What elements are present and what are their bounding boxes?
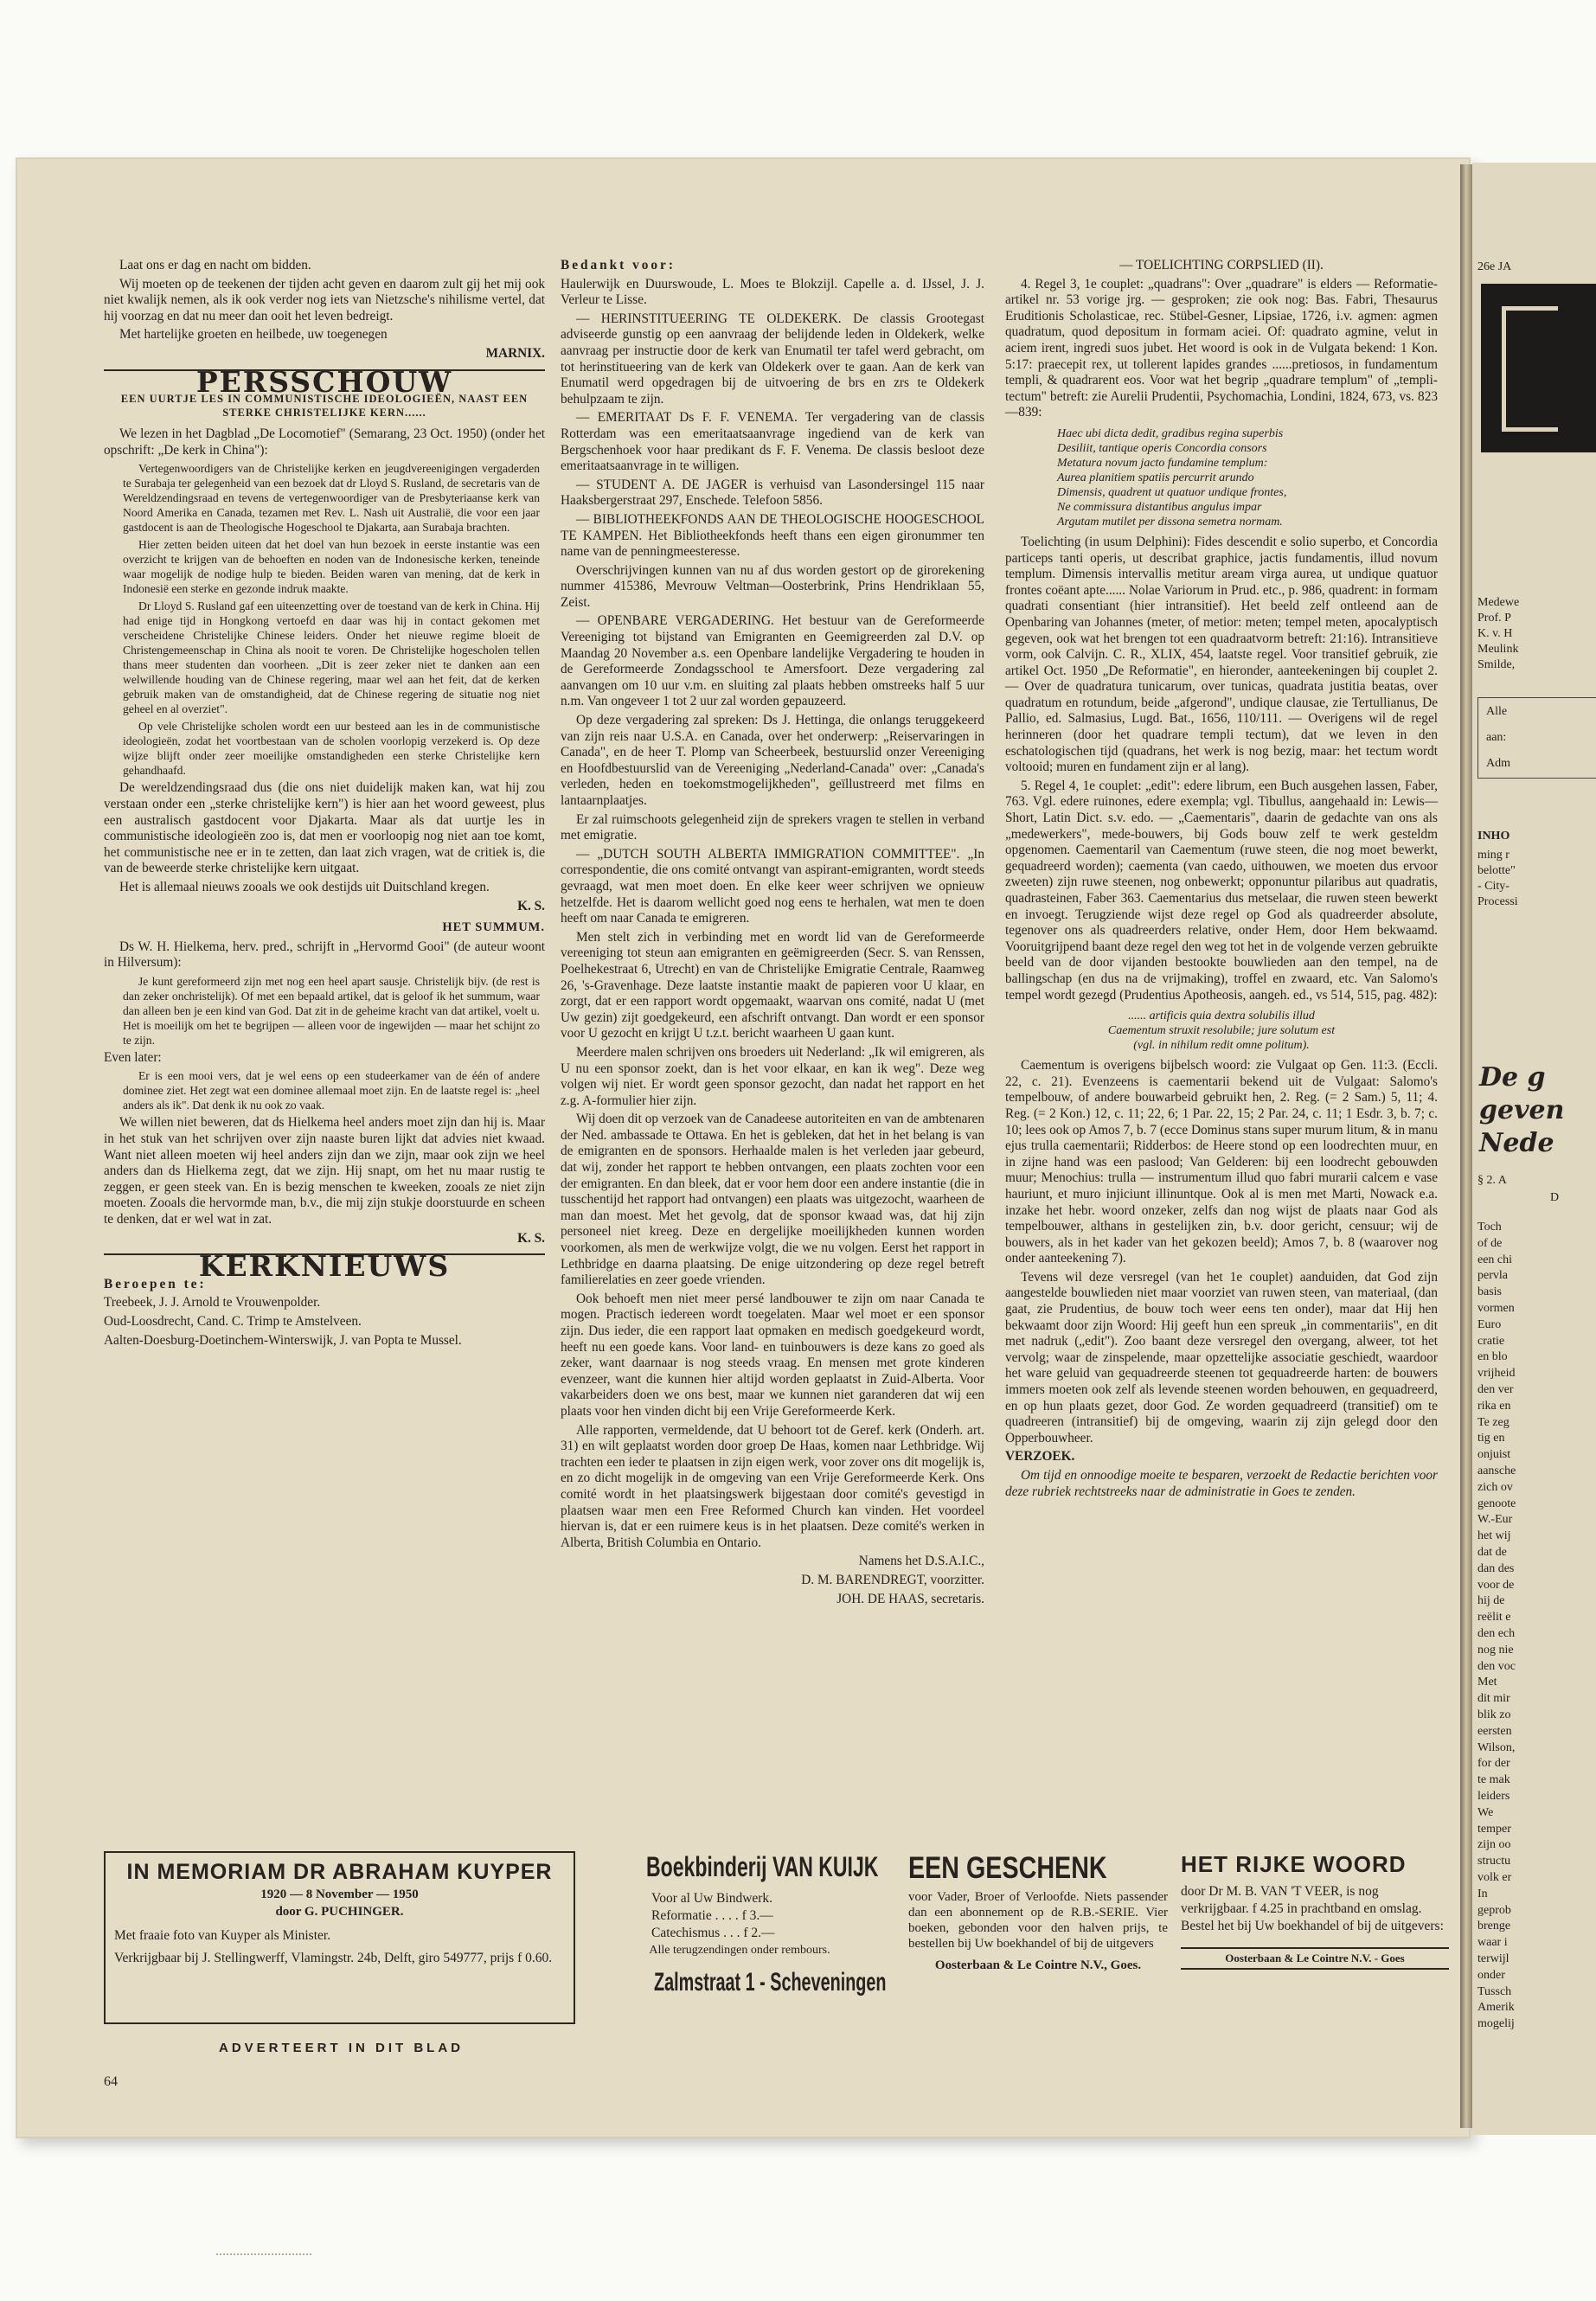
paragraph: Toelichting (in usum Delphini): Fides descendit e solio superbo, et Concordia particeps tanti operis, ut describat graphice, jactis fundamentis, illud novum templum. Dimensis intervallis metitur aream virga aurea, ut undique quatuor frontes coëant apte...... Nolae Variorum in Prud. etc., p. 986, quadrent: in formam quadrati consentiant (hier intransitief). Het beeld zelf ontleend aan de Openbaring van Johannes (meter, of metior: meten; tempel meten, apocalyptisch gegeven, ook wat het brengen tot een quadraatvorm betreft: 21:16). Intransitieve vorm, ook Calvijn. C. R., XLIX, 454, laatste regel. Voor transitief gebruik, zie artikel Oct. 1950 „De Reformatie", en hieronder, aanteekeningen bij couplet 2. — Over de quadratura tunicarum, over tunicas, quadrata justitia beatas, over quadratum en rotundum, beide „afgerond", undique clausae, zie Tertullianus, De Pallio, ed. Salmasius, Lugd. Bat., 1656, 110/111. — Overigens wil de regel herinneren (door het quadrare templi tectum), dat we leven in den eschatologischen tijd (quadrans, het werk is nog bezig, maar: het tectum wordt voltooid; muren en fundament zijn er al lang). [1005,534,1438,775]
adjacent-text: Wilson, [1477,1740,1516,1754]
quote-paragraph: Op vele Christelijke scholen wordt een uur besteed aan les in de communistische ideologieën, zodat het voortbestaan van de scholen voorlopig verzekerd is. Op deze wijze blijft onder zeer moeilijke omstandigheden een sterke Christelijke kern gehandhaafd. [123,720,540,778]
masthead-logo [1481,284,1596,452]
adjacent-text: te mak [1477,1773,1510,1787]
news-item: — EMERITAAT Ds F. F. VENEMA. Ter vergadering van de classis Rotterdam was een emeritaatsaanvrage ingediend van de kerk van Bergschenhoek voor haar predikant ds F. F. Venema. De classis besloot deze emeritaatsaanvrage in te willigen. [561,410,984,474]
adjacent-text: Adm [1486,757,1510,770]
paragraph: Ds W. H. Hielkema, herv. pred., schrijft in „Hervormd Gooi" (de auteur woont in Hilversum): [104,939,545,971]
adjacent-text: den ver [1477,1383,1514,1396]
signature: K. S. [517,898,545,913]
adjacent-script-title: geven [1479,1095,1565,1125]
adjacent-text: Medewe [1477,596,1520,609]
verse-line: ...... artificis quia dextra solubilis illud [1128,1009,1315,1023]
adjacent-text: for der [1477,1757,1510,1771]
adjacent-text: structu [1477,1855,1511,1868]
adjacent-text: Te zeg [1477,1415,1509,1429]
adjacent-text: Alle [1486,705,1508,718]
beroepen-item: Oud-Loosdrecht, Cand. C. Trimp te Amstelveen. [104,1314,362,1329]
intro-signature: MARNIX. [485,345,545,361]
news-item: — OPENBARE VERGADERING. Het bestuur van de Gereformeerde Vereeniging tot bijstand van Emigranten en Geemigreerden zal D.V. op Maandag 20 November a.s. een Openbare landelijke Vergadering te houden in de Gereformeerde Zondagsschool te Amersfoort. Deze vergadering zal aanvangen om 10 uur v.m. en sluiting zal plaats hebben omstreeks half 5 uur n.m. Van ongeveer 1 tot 2 uur zal worden gepauzeerd. [561,613,984,709]
adjacent-text: leiders [1477,1790,1510,1803]
adjacent-text: aan: [1486,731,1507,744]
quote-paragraph: Dr Lloyd S. Rusland gaf een uiteenzetting over de toestand van de kerk in China. Hij had enige tijd in Hongkong vertoefd en daar was hij in contact gekomen met verscheidene Christelijke Chinese leiders. Onder het nieuwe regime bloeit de Christengemeenschap in China als nooit te voren. De Christelijke hogescholen tellen thans meer studenten dan voorheen. „Dit is zeer zeker niet te danken aan een welwillende houding van de Chinese regering, maar wel aan het feit, dat de kerken gebruik maken van de omstandigheid, dat de Chinese regering de situatie nog niet geheel en al overziet". [123,599,540,716]
adjacent-text: nog nie [1477,1643,1514,1657]
adjacent-text: W.-Eur [1477,1513,1513,1527]
adjacent-text: tig en [1477,1432,1505,1445]
paragraph: Even later: [104,1049,162,1065]
news-item: Alle rapporten, vermeldende, dat U behoort tot de Geref. kerk (Onderh. art. 31) en wilt geplaatst worden door groep De Haas, komen naar Lethbridge. Wij trachten een ieder te plaatsen in zijn eigen werk, voor zover ons dit mogelijk is, en zo dicht mogelijk in de omgeving van een Vrije Gereformeerde Kerk. Ons comité wordt in het plaatsingswerk bijgestaan door comité's gevestigd in plaatsen waar men een Free Reformed Church kan vinden. Het voordeel hiervan is, dat er een ruimere keus is in het plaatsen. Deze comité's werken in Alberta, British Columbia en Ontario. [561,1422,984,1550]
news-item: — STUDENT A. DE JAGER is verhuisd van Lasondersingel 115 naar Haaksbergerstraat 297, Enschede. Telefoon 5856. [561,477,984,509]
column-1 [104,258,545,1351]
adjacent-text: Processi [1477,895,1518,908]
adjacent-text: eersten [1477,1724,1512,1738]
news-item: Overschrijvingen kunnen van nu af dus worden gestort op de girorekening nummer 415386, Mevrouw Veltman—Oosterbrink, Prins Hendriklaan 55, Zeist. [561,562,984,610]
bedankt-text: Haulerwijk en Duurswoude, L. Moes te Blokzijl. Capelle a. d. IJssel, J. J. Verleur te Lisse. [561,276,984,308]
page-gutter [1460,164,1472,2128]
latin-verse [1005,426,1438,529]
verse-line: Dimensis, quadrent ut quatuor undique frontes, [1057,485,1287,499]
adverteert-banner: ADVERTEERT IN DIT BLAD [219,2041,464,2055]
ad-title: Boekbinderij VAN KUIJK [646,1851,879,1882]
adjacent-text: - City- [1477,880,1509,893]
adjacent-text: Prof. P [1477,612,1511,625]
verse-line: (vgl. in nihilum redit omne politum). [1133,1039,1310,1053]
subheading-het-summum: HET SUMMUM. [442,920,545,935]
news-item: — „DUTCH SOUTH ALBERTA IMMIGRATION COMMITTEE". „In correspondentie, die ons comité ontvangt van aspirant-emigranten, wordt steeds gevraagd, wat men moet doen. En elke keer weer schrijven we opnieuw hetzelfde. Het is daarom wellicht goed nog eens te herhalen, wat men te doen heeft om naar Canada te emigreren. [561,846,984,926]
adjacent-text: het wij [1477,1529,1511,1543]
verse-line: Desiliit, tantique operis Concordia consors [1057,441,1267,455]
news-item: — BIBLIOTHEEKFONDS AAN DE THEOLOGISCHE HOOGESCHOOL TE KAMPEN. Het Bibliotheekfonds heeft thans een eigen gironummer ten name van de penningmeesteresse. [561,511,984,560]
adjacent-text: den voc [1477,1659,1516,1673]
adjacent-text: INHO [1477,830,1510,843]
news-item: Men stelt zich in verbinding met en wordt lid van de Gereformeerde vereeniging tot steun aan emigranten en geëmigreerden (Secr. S. van Renssen, Poelhekestraat 6, Utrecht) en van de Christelijke Emigratie Centrale, Raamweg 26, 's-Gravenhage. Deze laatste instantie maakt de papieren voor U klaar, en zorgt, dat er een rapport wordt opgemaakt, waarvan ons comité, nadat U (met Uw gezin) zijt goedgekeurd, een afschrift ontvangt. Dan wordt er een sponsor voor U gezocht en krijgt U t.z.t. bericht waarheen U gaan kunt. [561,929,984,1042]
adjacent-text: D [1550,1191,1560,1204]
verzoek-text: Om tijd en onnoodige moeite te besparen, verzoekt de Redactie berichten voor deze rubriek rechtstreeks naar de administratie in Goes te zenden. [1005,1468,1438,1499]
ad-title: HET RIJKE WOORD [1181,1851,1407,1877]
paragraph: We lezen in het Dagblad „De Locomotief" (Semarang, 23 Oct. 1950) (onder het opschrift: „De kerk in China"): [104,426,545,458]
ad-price-line: Reformatie . . . . f 3.— [651,1908,773,1923]
verse-line: Argutam mutilet per dissona semetra normam. [1057,515,1283,529]
quote-paragraph: Je kunt gereformeerd zijn met nog een heel apart sausje. Christelijk bijv. (de rest is dan zeker onchristelijk). Of met een bepaald artikel, dat is geloof ik het summum, waar dan alleen ben je een kind van God. Dat zit in de geheime kracht van dat artikel, voelt u. Het is moeilijk om het te begrijpen — alleen voor de ingewijden — maar het schijnt zo te zijn. [123,974,540,1047]
intro-line: Laat ons er dag en nacht om bidden. [119,258,311,272]
adjacent-text: dat de [1477,1546,1507,1559]
adjacent-text: dan des [1477,1561,1515,1575]
adjacent-text: Meulink [1477,643,1519,656]
adjacent-text: blik zo [1477,1708,1511,1721]
section-title-kerknieuws: KERKNIEUWS [198,1249,451,1284]
news-item: Ook behoeft men niet meer persé landbouwer te zijn om naar Canada te mogen. Practisch iedereen wordt toegelaten. Maar wel moet er een sponsor zijn. Dus ieder, die een rapport laat opmaken en medisch goedgekeurd wordt, heeft nu een goede kans. Voor land- en tuinbouwers is deze kans zo goed als zeker, want daarnaar is nog steeds vraag. En mensen met grote kinderen evenzeer, want die kunnen hier altijd worden geplaatst in Zuid-Alberta. Voor vakarbeiders doen we ons best, maar we kunnen niet garanderen dat wij een plaats voor hen vinden dicht bij een Vrije Gereformeerde Kerk. [561,1291,984,1419]
quote-paragraph: Vertegenwoordigers van de Christelijke kerken en jeugdvereenigingen vergaderden te Surabaja ter gelegenheid van een bezoek dat dr Lloyd S. Rusland, de secretaris van de Wereldzendingsraad en tevens de vertegenwoordiger van de Presbyteriaanse kerk van Noord Amerika en Canada, tezamen met Rev. L. Nash uit Australië, die voor een jaar gastdocent is aan de Theologische Hogeschool te Djakarta, aan Surabaja brachten. [123,462,540,535]
adjacent-text: cratie [1477,1334,1505,1348]
paragraph: De wereldzendingsraad dus (die ons niet duidelijk maken kan, wat hij zou verstaan onder een „sterke christelijke kern") is hier aan het woord geweest, plus een australisch gastdocent voor Djakarta. Maar als dat uurtje les in communistische ideologieën zoo is, dat men er voorloopig nog niet aan toe komt, het communistische nee er in te zetten, dan laat zich vragen, wat de critiek is, die van de beweerde sterke christelijke kern uitgaat. [104,780,545,876]
paper-edge-mark [216,2253,311,2261]
ad-rijke-woord [1181,1851,1449,2024]
verzoek-label: VERZOEK. [1005,1449,1075,1465]
verse-line: Ne commissura distantibus angulus impar [1057,500,1262,514]
adjacent-text: vormen [1477,1302,1515,1315]
beroepen-item: Aalten-Doesburg-Doetinchem-Winterswijk, J. van Popta te Mussel. [104,1332,462,1348]
ad-text: Voor al Uw Bindwerk. [651,1891,773,1906]
ad-title: EEN GESCHENK [908,1851,1107,1885]
adjacent-page [1472,163,1596,2135]
adjacent-text: temper [1477,1822,1511,1836]
adjacent-text: terwijl [1477,1952,1509,1965]
adjacent-text: zijn oo [1477,1838,1511,1852]
ad-title: IN MEMORIAM DR ABRAHAM KUYPER [126,1860,553,1884]
adjacent-text: volk er [1477,1871,1512,1884]
beroepen-item: Treebeek, J. J. Arnold te Vrouwenpolder. [104,1295,321,1311]
section-title-persschouw: PERSSCHOUW [195,364,453,399]
adjacent-script-title: Nede [1479,1128,1554,1158]
adjacent-text: K. v. H [1477,627,1513,640]
adjacent-text: onjuist [1477,1448,1511,1462]
ad-text: Alle terugzendingen onder rembours. [649,1944,830,1957]
adjacent-text: of de [1477,1236,1503,1250]
paragraph: Het is allemaal nieuws zooals we ook destijds uit Duitschland kregen. [119,879,490,894]
ad-text: voor Vader, Broer of Verloofde. Niets passender dan een abonnement op de R.B.-SERIE. Vier boeken, gebonden voor den halven prijs, te bestellen bij Uw boekhandel of bij de uitgevers [908,1890,1168,1951]
adjacent-text: genoote [1477,1497,1516,1510]
adjacent-text: Tussch [1477,1984,1512,1998]
verse-line: Aurea planitiem spatiis percurrit arundo [1057,471,1254,484]
adjacent-text: vrijheid [1477,1367,1516,1381]
intro-closing: Met hartelijke groeten en heilbede, uw toegenegen [119,327,388,343]
adjacent-text: Euro [1477,1317,1502,1331]
signature: JOH. DE HAAS, secretaris. [836,1591,984,1606]
news-item: Er zal ruimschoots gelegenheid zijn de sprekers vragen te stellen in verband met emigratie. [561,811,984,843]
adjacent-text: geprob [1477,1903,1511,1917]
verse-line: Caementum struxit resolubile; jure solutum est [1107,1024,1336,1038]
adjacent-text: Smilde, [1477,658,1516,671]
signature: K. S. [517,1230,545,1246]
column-3 [1005,258,1438,1503]
ad-price-line: Catechismus . . . f 2.— [651,1926,775,1940]
adjacent-script-title: De g [1479,1062,1546,1093]
news-item: Meerdere malen schrijven ons broeders uit Nederland: „Ik wil emigreren, als U nu een sponsor zoekt, dan is het voor elkaar, en kan ik weg". Deze weg volgen wij niet. Er wordt geen sponsor gezocht, dan nadat het rapport en het z.g. A-formulier hier zijn. [561,1044,984,1108]
ad-address: Zalmstraat 1 - Scheveningen [654,1968,887,1997]
advertisement-row [104,1851,1453,2055]
adjacent-text: voor de [1477,1578,1515,1592]
ad-boekbinderij [610,1851,887,2024]
quote-paragraph: Hier zetten beiden uiteen dat het doel van hun bezoek in eerste instantie was een overzicht te krijgen van de behoeften en noden van de Indonesische kerken, teneinde waar mogelijk de nodige hulp te bieden. Beiden waren van mening, dat de kerk in Indonesië een sterke en gezonde indruk maakte. [123,538,540,596]
section-subtitle: EEN UURTJE LES IN COMMUNISTISCHE IDEOLOGIEËN, NAAST EEN STERKE CHRISTELIJKE KERN...... [120,393,529,420]
adjacent-text: brenge [1477,1920,1511,1933]
adjacent-text: zich ov [1477,1480,1513,1494]
adjacent-text: aansche [1477,1465,1516,1477]
bedankt-label: Bedankt voor: [561,258,676,272]
ad-publisher: Oosterbaan & Le Cointre N.V. - Goes [1181,1947,1449,1970]
paragraph: 4. Regel 3, 1e couplet: „quadrans": Over „quadrare" is elders — Reformatie-artikel nr. 53 vorige jrg. — gesproken; zie ook nog: Bas. Fabri, Thesaurus Eruditionis Scholasticae, rec. Stübel-Gesner, Lipsiae, 1726, i.v. agmen: agmen quadratum, quod depositum in formam aciei. Of: quadrato agmine, velut in aciem irent, ingredi suos jubet. Het woord is ook in de Vulgata bekend: 1 Kon. 5:17: praecepit rex, ut tollerent lapides grandes ......pretiosos, in fundamentum templi, & quadrarent eos. Voor wat het begrip „quadrare templum" of „templi-tectum" betreft: zie Aurelii Prudentii, Psychomachia, Londini, 1824, 673, vs. 823—839: [1005,276,1438,420]
adjacent-text: een chi [1477,1253,1513,1266]
adjacent-text: Amerik [1477,2001,1515,2015]
ad-author: door G. PUCHINGER. [275,1905,404,1919]
adjacent-text: dit mir [1477,1692,1510,1706]
adjacent-header: 26e JA [1477,260,1512,273]
paragraph: Tevens wil deze versregel (van het 1e couplet) aanduiden, dat God zijn aangestelde bouwlieden niet maar voorziet van ruwen steen, van materiaal, (dan gaat, zie Prudentius, de bouw toch weer eens ten onder), maar dat Hij hen bekwaamt door zijn Woord: Hij geeft hun een spreuk „in commentariis", en dit met nadruk („edit"). Zoo baant deze versregel den overgang, alweer, tot het vervolg; waar de zinspelende, maar opzettelijke associatie geschiedt, waardoor het ware geluid van gequadreerde steenen tot gequadreerde harten: de bouwers immers moeten ook zelf als levende steenen worden behouwen, en gequadreerd, en op hun plaats gezet, door God. Ze worden gequadreerd (transitief) om te quadreeren (intransitief) bij de omgeving, waarin zij zijn gelegd door den Opperbouwheer. [1005,1269,1438,1445]
news-item: — HERINSTITUEERING TE OLDEKERK. De classis Grootegast adviseerde gunstig op een aanvraag der belijdende leden in Oldekerk, welke aanvraag per instructie door de kerk van Enumatil ter tafel werd gebracht, om tot herinstitueering van de kerk van Oldekerk over te gaan. Aan de kerk van Enumatil werd opgedragen bij de uitvoering de brs en zrs te Oldekerk behulpzaam te zijn. [561,311,984,407]
adjacent-text: onder [1477,1968,1505,1982]
verse-line: Haec ubi dicta dedit, gradibus regina superbis [1057,426,1284,440]
adjacent-text: en blo [1477,1350,1508,1364]
ad-geschenk [908,1851,1168,2024]
adjacent-text: den ech [1477,1627,1516,1640]
intro-paragraph: Wij moeten op de teekenen der tijden acht geven en daarom zult gij het mij ook niet kwalijk nemen, als ik ook verder nog iets van Nietzsche's nihilisme vertel, dat hij voorzag en dat nu meer dan ooit het leven bedreigt. [104,276,545,324]
adjacent-text: hij de [1477,1594,1505,1608]
beroepen-label: Beroepen te: [104,1276,207,1292]
latin-verse [1005,1009,1438,1053]
ad-dates: 1920 — 8 November — 1950 [260,1888,419,1901]
adjacent-text: waar i [1477,1936,1508,1950]
adjacent-text: Toch [1477,1221,1502,1234]
ad-text: Met fraaie foto van Kuyper als Minister. [114,1928,331,1943]
adjacent-text: § 2. A [1477,1174,1507,1187]
adjacent-text: reëlit e [1477,1611,1511,1625]
paragraph: 5. Regel 4, 1e couplet: „edit": edere librum, een Buch ausgehen lassen, Faber, 763. Vgl. edere ruinones, edere exempla; vgl. Tibullus, aangehaald in: Lewis—Short, Latin Dict. s.v. edo. — „Caementaris", daarin de gedachte van ons als „medewerkers", mede-bouwers, bij Gods bouw zelf te werk gesteldm opgenomen. Caementaril van Caementum (ruwe steen, die nog moet bewerkt, gequadreerd worden); caementa (van caedo, uithouwen, we moeten dus ervoor zweeten) zijn ruwe steenen, nog onbewerkt; opponuntur pilaribus aut quadratis, quadrasteinen, Faber 363. Caementarius dus metselaar, die ruwen steen bewerkt en invoegt. Terugziende wijst deze regel op God als quadreerder absolute, tegenover ons als quadreerders relative, onder Hem, door Hem bekwaamd. Vooruitgrijpend baant deze regel den weg tot het in de volgende verzen gebruikte beeld van de door vijanden bestookte bouwlieden aan den tempel, na de ballingschap (en dus na de vrijmaking), troffel en zwaard, etc. Van Salomo's tempel wordt gezegd (Prudentius Apotheosis, aangeh. ed., vs 514, 515, pag. 482): [1005,778,1438,1003]
news-item: Wij doen dit op verzoek van de Canadeese autoriteiten en van de ambtenaren der Ned. ambassade te Ottawa. En het is gebleken, dat het in het belang is van de emigranten en de sponsors. Herhaalde malen is het verleden jaar gebeurd, dat wij, zonder het rapport te hebben ontvangen, een plaats zochten voor een der emigranten. En dan bleek, dat er voor hem door een andere instantie (die in tusschentijd het rapport had ontvangen) een plaats was uitgezocht, waarheen de man dan moest. Met het gevolg, dat de sponsor kwaad was, dat hij zijn personeel niet kreeg. Deze en dergelijke moeilijkheden kunnen worden voorkomen, als men de werkwijze volgt, die we nu volgen. Eerst het rapport in Lethbridge en daarna plaatsing. De enige uitzondering op deze regel betreft familierelaties en zeer goede vrienden. [561,1112,984,1288]
adjacent-text: belotte" [1477,864,1516,877]
adjacent-text: mogelij [1477,2017,1515,2031]
paragraph: We willen niet beweren, dat ds Hielkema heel anders moet zijn dan hij is. Maar in het stuk van het schrijven over zijn naaste buren lijkt dat advies niet kwaad. Want niet alleen moeten wij heel anders zijn dan we zijn, maar ook zijn we heel anders dan ds Hielkema zegt, dat we zijn. Hij snapt, om het nu maar rustig te zeggen, er geen steek van. En is bezig menschen te kweeken, zooals ze niet zijn moeten. Zooals die hervormde man, b.v., die mij zijn stukje doorstuurde en scheen te denken, dat er wel wat in zat. [104,1115,545,1227]
ad-in-memoriam [104,1851,575,2055]
news-item: Op deze vergadering zal spreken: Ds J. Hettinga, die onlangs teruggekeerd van zijn reis naar U.S.A. en Canada, over het onderwerp: „Reiservaringen in Canada", en de heer T. Plomp van Scheerbeek, bestuurslid onzer Vereeniging en Hoofdbestuurslid van de Vereeniging „Nederland-Canada" over: „Canada's verleden, heden en toekomstmogelijkheden", geïllustreerd met films en lantaarnplaatjes. [561,713,984,808]
signature: D. M. BARENDREGT, voorzitter. [801,1572,984,1587]
page-number: 64 [104,2074,118,2089]
adjacent-text: pervla [1477,1269,1508,1283]
adjacent-text: ming r [1477,849,1509,862]
adjacent-text: In [1477,1887,1488,1900]
adjacent-text: rika en [1477,1399,1511,1413]
paragraph: Caementum is overigens bijbelsch woord: zie Vulgaat op Gen. 11:3. (Eccli. 22, c. 21). Evenzeens is caementarii bekend uit de Vulgaat: Salomo's tempelbouw, of andere bouwarbeid gebruikt hen, 2. Reg. (= 2 Sam.) 5, 11; 4. Reg. (= 2 Kon.) 12, c. 11; 22, 6; 1 Par. 22, 15; 2 Par. 24, c. 11; 1 Esdr. 3, b. 7; c. 10; lees ook op Amos 7, b. 7 (ecce Dominus stans super murum litum, & in manu ejus trulla caementarii; Ridderbos: de Heere stond op een loodrechten muur, en in zijne hand was een paslood; Van Gelderen: bij een loodrecht gebouwden muur; Menochius: trulla — instrumentum illud quo fabri murarii calcem e vase hauriunt, et muro injiciunt illinuntque. Ook al is men met Marti, Nowack e.a. inzake het hebr. woord onzeker, zelfs dan nog wijst de plaats naar God als tempelbouwer, althans in gestelijken zin, b.v. door gericht, censuur; wij de bouwers, als in het kader van het gekozen beeld); Amos 7, b. 8 (waarover nog onder aanteekening 7). [1005,1058,1438,1266]
signature: Namens het D.S.A.I.C., [858,1554,984,1569]
adjacent-text: We [1477,1805,1494,1819]
ad-text: Verkrijgbaar bij J. Stellingwerff, Vlamingstr. 24b, Delft, giro 549777, prijs f 0.60. [114,1951,553,1965]
verse-line: Metatura novum jacto fundamine templum: [1057,456,1268,470]
column-2 [561,258,984,1610]
quote-paragraph: Er is een mooi vers, dat je wel eens op een studeerkamer van de één of andere dominee ziet. Het zegt wat een dominee allemaal moet zijn. En de laatste regel is: „heel anders als ik". Dat denk ik nu ook zo vaak. [123,1069,540,1112]
article-title: — TOELICHTING CORPSLIED (II). [1119,258,1324,272]
ad-publisher: Oosterbaan & Le Cointre N.V., Goes. [934,1958,1142,1972]
adjacent-text: basis [1477,1285,1502,1299]
ad-text: door Dr M. B. VAN 'T VEER, is nog verkrijgbaar. f 4.25 in prachtband en omslag. Bestel het bij Uw boekhandel of bij de uitgevers: [1181,1884,1444,1933]
adjacent-text: Met [1477,1676,1497,1689]
